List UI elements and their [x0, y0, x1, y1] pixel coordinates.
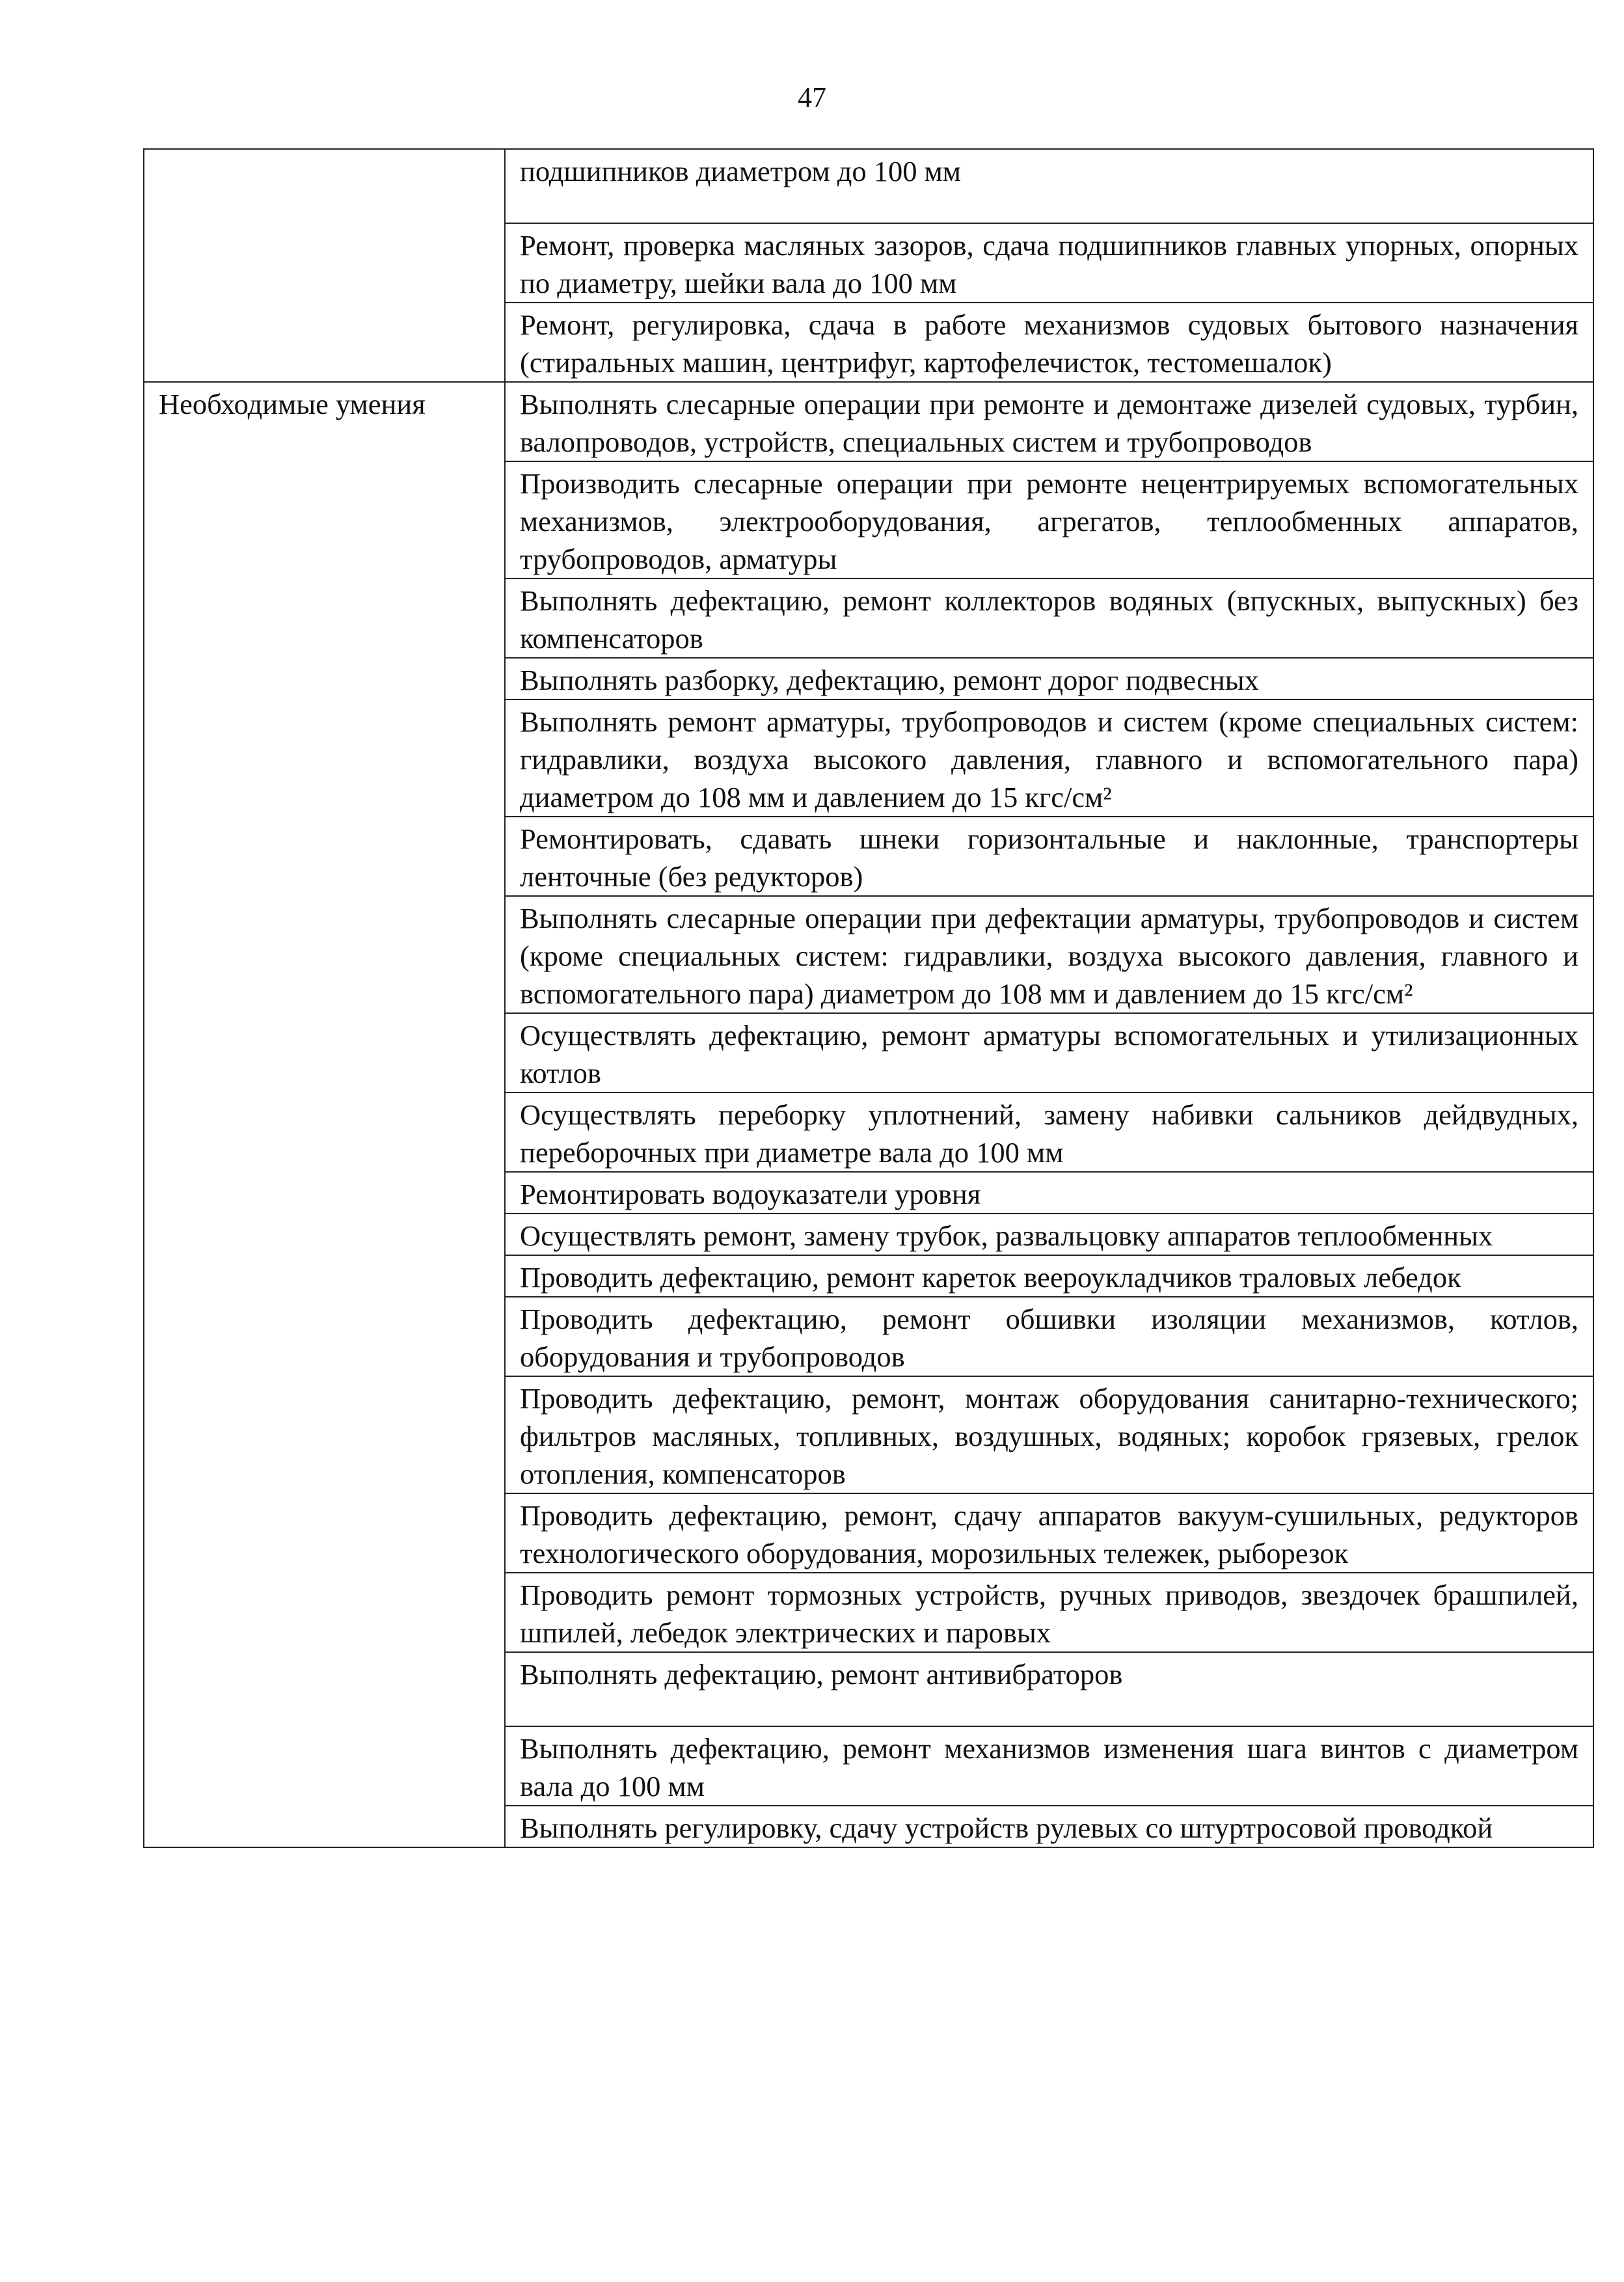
table-cell: Производить слесарные операции при ремонте нецентрируемых вспомогательных механизмов, электрооборудования, агрегатов, теплообменных аппаратов, трубопроводов, арматуры	[505, 461, 1593, 578]
table-cell: Проводить дефектацию, ремонт кареток веероукладчиков траловых лебедок	[505, 1255, 1593, 1297]
table-cell: Выполнять регулировку, сдачу устройств рулевых со штуртросовой проводкой	[505, 1806, 1593, 1847]
table-cell: подшипников диаметром до 100 мм	[505, 149, 1593, 223]
table-cell: Ремонт, регулировка, сдача в работе механизмов судовых бытового назначения (стиральных машин, центрифуг, картофелечисток, тестомешалок)	[505, 303, 1593, 382]
table-cell: Проводить ремонт тормозных устройств, ручных приводов, звездочек брашпилей, шпилей, лебедок электрических и паровых	[505, 1573, 1593, 1652]
row-label-required-skills: Необходимые умения	[144, 382, 505, 1847]
skills-table	[143, 148, 1594, 1848]
table-cell: Выполнять слесарные операции при ремонте и демонтаже дизелей судовых, турбин, валопроводов, устройств, специальных систем и трубопроводов	[505, 382, 1593, 461]
table-cell: Ремонтировать водоуказатели уровня	[505, 1172, 1593, 1214]
table-cell: Ремонт, проверка масляных зазоров, сдача подшипников главных упорных, опорных по диаметру, шейки вала до 100 мм	[505, 223, 1593, 303]
table-cell: Осуществлять дефектацию, ремонт арматуры вспомогательных и утилизационных котлов	[505, 1013, 1593, 1093]
table-cell: Проводить дефектацию, ремонт, монтаж оборудования санитарно-технического; фильтров масляных, топливных, воздушных, водяных; коробок грязевых, грелок отопления, компенсаторов	[505, 1376, 1593, 1493]
table-cell: Выполнять дефектацию, ремонт механизмов изменения шага винтов с диаметром вала до 100 мм	[505, 1726, 1593, 1806]
row-label-blank	[144, 149, 505, 382]
table-cell: Выполнять слесарные операции при дефектации арматуры, трубопроводов и систем (кроме специальных систем: гидравлики, воздуха высокого давления, главного и вспомогательного пара) диаметром до 108 мм и давлением до 15 кгс/см²	[505, 896, 1593, 1013]
table-cell: Осуществлять переборку уплотнений, замену набивки сальников дейдвудных, переборочных при диаметре вала до 100 мм	[505, 1093, 1593, 1172]
table-cell: Выполнять ремонт арматуры, трубопроводов и систем (кроме специальных систем: гидравлики, воздуха высокого давления, главного и вспомогательного пара) диаметром до 108 мм и давлением до 15 кгс/см²	[505, 700, 1593, 817]
table-cell: Выполнять дефектацию, ремонт коллекторов водяных (впускных, выпускных) без компенсаторов	[505, 578, 1593, 658]
table-row	[144, 149, 1593, 223]
page-number: 47	[798, 81, 826, 113]
table-row	[144, 382, 1593, 461]
table-cell: Проводить дефектацию, ремонт обшивки изоляции механизмов, котлов, оборудования и трубопроводов	[505, 1297, 1593, 1376]
table-cell: Осуществлять ремонт, замену трубок, развальцовку аппаратов теплообменных	[505, 1214, 1593, 1255]
table-cell: Выполнять дефектацию, ремонт антивибраторов	[505, 1652, 1593, 1726]
table-cell: Проводить дефектацию, ремонт, сдачу аппаратов вакуум-сушильных, редукторов технологического оборудования, морозильных тележек, рыборезок	[505, 1493, 1593, 1573]
table-cell: Выполнять разборку, дефектацию, ремонт дорог подвесных	[505, 658, 1593, 700]
table-cell: Ремонтировать, сдавать шнеки горизонтальные и наклонные, транспортеры ленточные (без редукторов)	[505, 817, 1593, 896]
